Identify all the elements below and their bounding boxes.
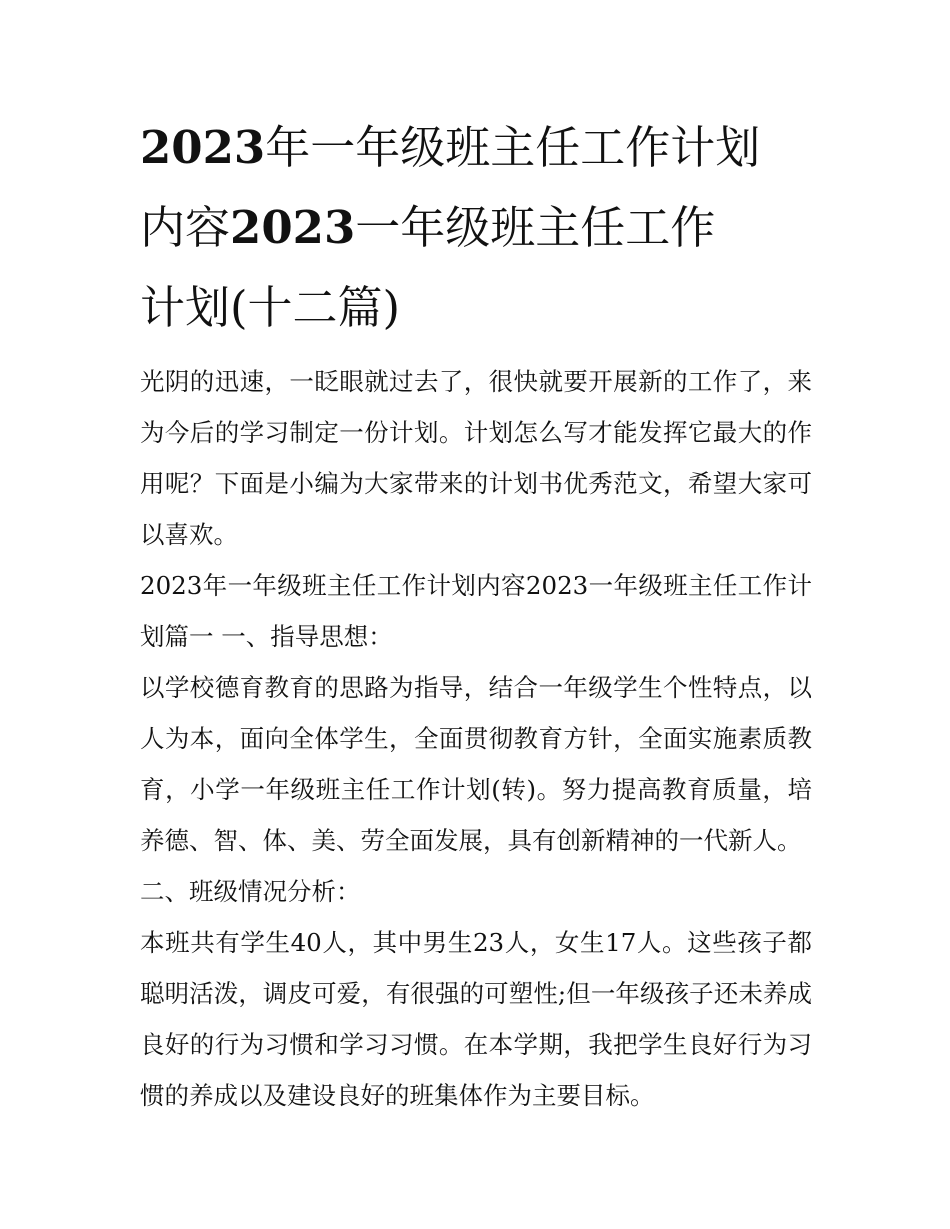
intro-paragraph: 光阴的迅速，一眨眼就过去了，很快就要开展新的工作了，来为今后的学习制定一份计划。计划怎么写才能发挥它最大的作用呢？下面是小编为大家带来的计划书优秀范文，希望大家可以喜欢。 <box>140 367 812 549</box>
document-title <box>140 108 812 348</box>
title-text-3: 计划(十二篇) <box>140 281 401 334</box>
guiding-thought-paragraph: 以学校德育教育的思路为指导，结合一年级学生个性特点，以人为本，面向全体学生，全面贯彻教育方针，全面实施素质教育，小学一年级班主任工作计划(转)。努力提高教育质量，培养德、智、体、美、劳全面发展，具有创新精神的一代新人。 <box>140 673 812 855</box>
section-heading: 2023年一年级班主任工作计划内容2023一年级班主任工作计划篇一 一、指导思想： <box>140 571 812 651</box>
title-text-2b: 一年级班主任工作 <box>355 201 716 254</box>
title-text-2a: 内容 <box>140 201 231 254</box>
document-page <box>140 108 812 1121</box>
title-year-1: 2023 <box>140 121 266 174</box>
class-analysis-paragraph: 本班共有学生40人，其中男生23人，女生17人。这些孩子都聪明活泼，调皮可爱，有很强的可塑性;但一年级孩子还未养成良好的行为习惯和学习习惯。在本学期，我把学生良好行为习惯的养成以及建设良好的班集体作为主要目标。 <box>140 928 812 1110</box>
title-year-2: 2023 <box>230 201 356 254</box>
title-text-1: 年一年级班主任工作计划 <box>265 121 761 174</box>
class-analysis-heading: 二、班级情况分析： <box>140 877 361 906</box>
